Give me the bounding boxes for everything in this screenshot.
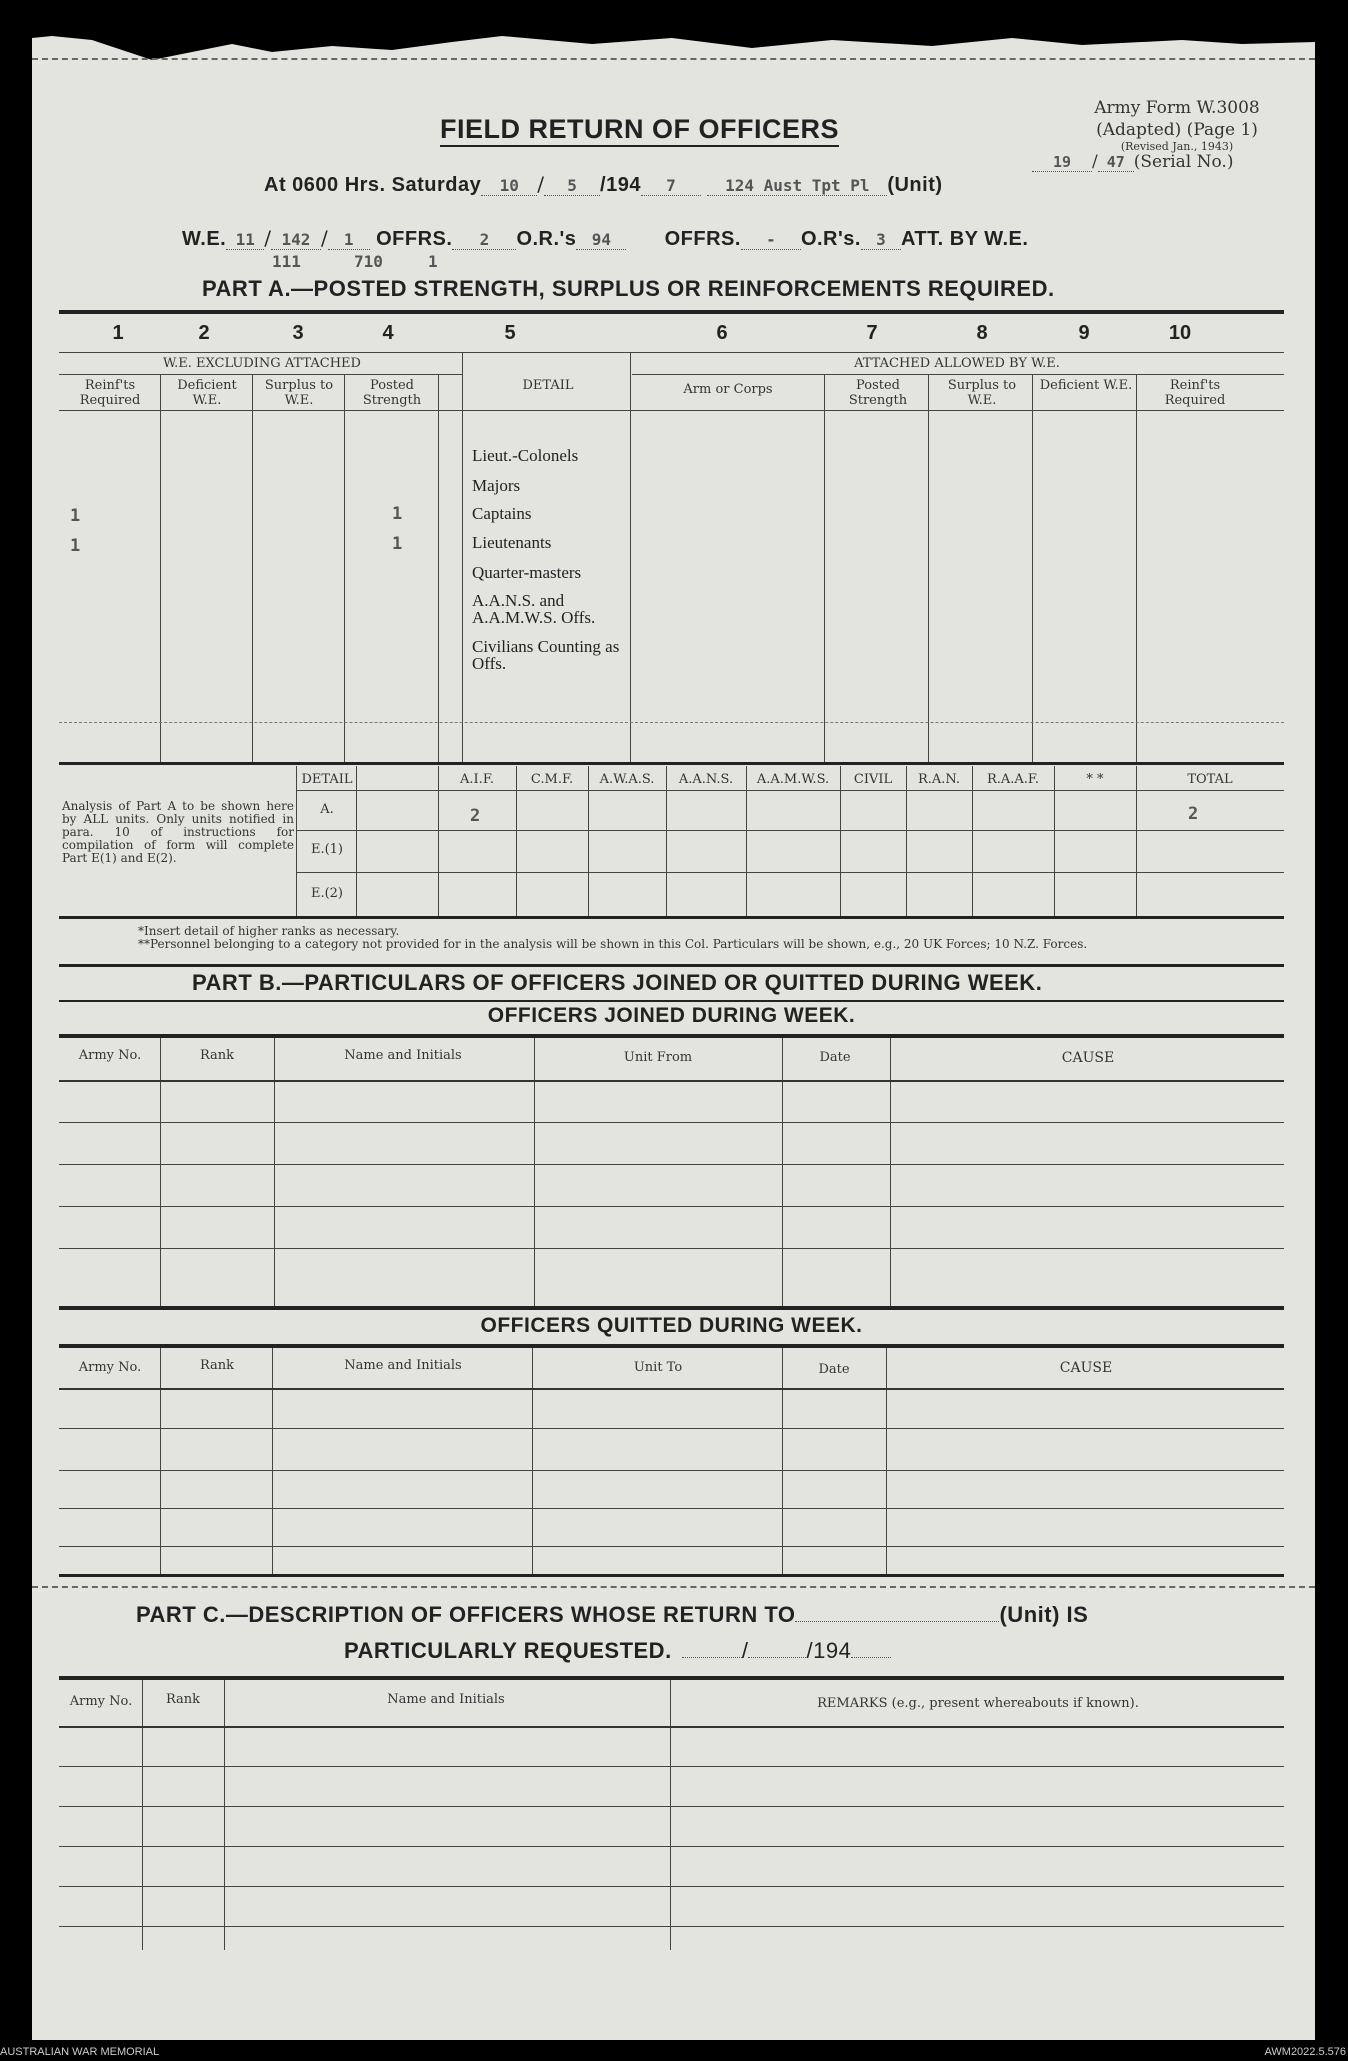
offrs2-fill: - [741, 230, 801, 250]
part-c-title-b: (Unit) IS [999, 1602, 1089, 1627]
col-head-arm: Arm or Corps [683, 382, 773, 397]
va8 [906, 766, 907, 916]
v4 [438, 374, 439, 764]
an-aif-value: 2 [470, 806, 481, 826]
an-col-raaf: R.A.A.F. [986, 772, 1040, 787]
attached-allowed-label: ATTACHED ALLOWED BY W.E. [854, 356, 1060, 371]
quitted-top [59, 1344, 1284, 1348]
qv2 [272, 1348, 273, 1574]
form-sheet [32, 30, 1315, 2040]
j-row-1 [59, 1122, 1284, 1123]
part-a-title: PART A.—POSTED STRENGTH, SURPLUS OR REINFORCEMENTS REQUIRED. [202, 276, 1055, 301]
serial-fill-b: 47 [1098, 153, 1134, 172]
col-num-9: 9 [1078, 322, 1090, 344]
we-sub-a: 111 [272, 252, 301, 271]
perforation-top [32, 58, 1315, 60]
an-col-aans: A.A.N.S. [678, 772, 734, 787]
part-a-bottom [59, 762, 1284, 765]
v9 [1032, 374, 1033, 764]
c-row-5 [59, 1926, 1284, 1927]
jv2 [274, 1038, 275, 1306]
footnote-2: **Personnel belonging to a category not provided for in the analysis will be shown in this Col. Particulars will be shown, e.g., 20 UK Forces; 10 N.Z. Forces. [138, 937, 1088, 951]
q-row-4 [59, 1546, 1284, 1547]
year-fill: 7 [641, 176, 701, 196]
qv1 [160, 1348, 161, 1574]
pc-col-army: Army No. [69, 1694, 133, 1709]
rank-lt-colonels: Lieut.-Colonels [472, 446, 579, 465]
serial-line: 19 / 47 (Serial No.) [1032, 152, 1292, 172]
part-a-rule [59, 310, 1284, 314]
v8 [928, 374, 929, 764]
form-title: FIELD RETURN OF OFFICERS [440, 114, 839, 147]
part-c-top [59, 1676, 1284, 1680]
ors2-fill: 3 [861, 230, 901, 250]
jv1 [160, 1038, 161, 1306]
va1 [356, 766, 357, 916]
rank-captains: Captains [472, 504, 532, 523]
at-line: At 0600 Hrs. Saturday 10 / 5 /194 7 124 Aust Tpt Pl (Unit) [264, 172, 943, 196]
ors2-label: O.R's. [800, 228, 861, 250]
line-b [632, 374, 1284, 375]
qv4 [782, 1348, 783, 1574]
part-b-rule [59, 1000, 1284, 1002]
v7 [824, 374, 825, 764]
credit-left: AUSTRALIAN WAR MEMORIAL [0, 2046, 160, 2058]
credit-right: AWM2022.5.576 [1264, 2046, 1346, 2058]
joined-col-unit: Unit From [623, 1050, 693, 1065]
an-col-total: TOTAL [1187, 772, 1233, 787]
part-a-top-line [59, 352, 1284, 353]
rank-majors: Majors [472, 476, 521, 495]
quitted-col-date: Date [818, 1362, 850, 1377]
ors-label: O.R.'s [516, 228, 577, 250]
col-num-4: 4 [382, 322, 394, 344]
la1 [296, 790, 1284, 791]
line-c [59, 410, 1284, 411]
col-head-surplus: Surplus to W.E. [264, 378, 334, 408]
part-c-day-blank[interactable] [682, 1639, 742, 1658]
va0 [296, 766, 297, 916]
rank-quartermasters: Quarter-masters [472, 563, 582, 582]
part-c-year-blank[interactable] [851, 1639, 891, 1658]
la3 [296, 872, 1284, 873]
an-row-a: A. [320, 802, 334, 817]
col-head-posted-r: Posted Strength [848, 378, 908, 408]
q-row-2 [59, 1470, 1284, 1471]
col-head-surplus-r: Surplus to W.E. [947, 378, 1017, 408]
va9 [972, 766, 973, 916]
cv3 [670, 1680, 671, 1950]
col-head-posted: Posted Strength [362, 378, 422, 408]
captains-posted: 1 [392, 504, 403, 524]
j-row-3 [59, 1206, 1284, 1207]
v2 [252, 374, 253, 764]
v5 [462, 352, 463, 764]
serial-label: (Serial No.) [1133, 152, 1234, 172]
col-head-deficient-r: Deficient W.E. [1039, 378, 1133, 393]
quitted-col-name: Name and Initials [344, 1358, 462, 1373]
jv4 [782, 1038, 783, 1306]
rank-lieutenants: Lieutenants [472, 533, 552, 552]
ors-fill: 94 [576, 230, 626, 250]
pc-col-remarks: REMARKS (e.g., present whereabouts if known). [817, 1696, 1139, 1711]
va2 [438, 766, 439, 916]
col-num-7: 7 [866, 322, 878, 344]
we-label: W.E. [182, 228, 227, 250]
part-c-title-c: PARTICULARLY REQUESTED. [344, 1638, 672, 1663]
footnote-1: *Insert detail of higher ranks as necessary. [138, 924, 400, 938]
part-c-line-1 [136, 1602, 1088, 1628]
form-adapted: (Adapted) (Page 1) [1096, 120, 1258, 140]
quitted-bottom [59, 1574, 1284, 1577]
c-row-2 [59, 1806, 1284, 1807]
joined-title: OFFICERS JOINED DURING WEEK. [487, 1004, 856, 1027]
col-head-reinf: Reinf'ts Required [79, 378, 141, 408]
j-row-2 [59, 1164, 1284, 1165]
part-c-unit-blank[interactable] [795, 1603, 999, 1622]
year-prefix: /194 [600, 174, 641, 196]
unit-fill: 124 Aust Tpt Pl [707, 176, 887, 196]
col-num-3: 3 [292, 322, 304, 344]
col-head-deficient: Deficient W.E. [177, 378, 237, 408]
col-num-6: 6 [716, 322, 728, 344]
day-fill: 10 [481, 176, 537, 196]
an-col-other: * * [1086, 772, 1104, 787]
rank-civilians: Civilians Counting as Offs. [472, 637, 620, 673]
lieutenants-posted: 1 [392, 534, 403, 554]
an-row-e1: E.(1) [310, 842, 344, 857]
part-b-top [59, 964, 1284, 967]
part-b-title: PART B.—PARTICULARS OF OFFICERS JOINED OR QUITTED DURING WEEK. [192, 970, 1043, 995]
c-row-3 [59, 1846, 1284, 1847]
col-num-10: 10 [1168, 322, 1192, 344]
q-row-1 [59, 1428, 1284, 1429]
quitted-col-rank: Rank [199, 1358, 235, 1373]
col-num-1: 1 [112, 322, 124, 344]
v6 [630, 352, 631, 764]
quitted-col-army: Army No. [78, 1360, 142, 1375]
part-c-month-blank[interactable] [748, 1639, 806, 1658]
form-number: Army Form W.3008 [1094, 98, 1260, 118]
an-col-awas: A.W.A.S. [599, 772, 655, 787]
we-excluding-label: W.E. EXCLUDING ATTACHED [163, 356, 361, 371]
an-detail-head: DETAIL [301, 772, 353, 787]
j-row-4 [59, 1248, 1284, 1249]
analysis-bottom [59, 916, 1284, 919]
offrs-label: OFFRS. [376, 228, 453, 250]
line-d [59, 722, 1284, 723]
an-col-ran: R.A.N. [917, 772, 961, 787]
joined-col-army: Army No. [78, 1048, 142, 1063]
va4 [588, 766, 589, 916]
we-line: W.E. 11 / 142 / 1 OFFRS. 2 O.R.'s 94 OFFRS. - O.R's. 3 ATT. BY W.E. [182, 226, 1029, 250]
va5 [666, 766, 667, 916]
line-a [59, 374, 463, 375]
quitted-title: OFFICERS QUITTED DURING WEEK. [480, 1314, 863, 1337]
va11 [1136, 766, 1137, 916]
va10 [1054, 766, 1055, 916]
c-head-line [59, 1726, 1284, 1728]
jv5 [890, 1038, 891, 1306]
lieutenants-reinf: 1 [70, 536, 81, 556]
col-num-8: 8 [976, 322, 988, 344]
q-head-line [59, 1388, 1284, 1390]
va7 [840, 766, 841, 916]
v1 [160, 374, 161, 764]
we-a: 11 [226, 230, 264, 250]
month-fill: 5 [544, 176, 600, 196]
we-c: 1 [328, 230, 370, 250]
col-head-reinf-r: Reinf'ts Required [1164, 378, 1226, 408]
joined-bottom [59, 1306, 1284, 1310]
an-col-civil: CIVIL [853, 772, 893, 787]
col-num-5: 5 [504, 322, 516, 344]
serial-fill-a: 19 [1032, 153, 1092, 172]
joined-top [59, 1034, 1284, 1038]
at-label: At 0600 Hrs. Saturday [264, 174, 482, 196]
joined-col-date: Date [819, 1050, 851, 1065]
va6 [746, 766, 747, 916]
an-total-value: 2 [1188, 804, 1199, 824]
an-col-aamws: A.A.M.W.S. [756, 772, 830, 787]
joined-col-name: Name and Initials [344, 1048, 462, 1063]
col-head-detail: DETAIL [522, 378, 574, 393]
col-num-2: 2 [198, 322, 210, 344]
va3 [516, 766, 517, 916]
cv1 [142, 1680, 143, 1950]
joined-col-cause: CAUSE [1061, 1050, 1115, 1066]
quitted-col-cause: CAUSE [1059, 1360, 1113, 1376]
jv3 [534, 1038, 535, 1306]
c-row-4 [59, 1886, 1284, 1887]
quitted-col-unit: Unit To [633, 1360, 683, 1375]
an-col-aif: A.I.F. [460, 772, 494, 787]
we-b: 142 [271, 230, 321, 250]
unit-label: (Unit) [887, 174, 943, 196]
offrs-fill: 2 [452, 230, 516, 250]
an-col-cmf: C.M.F. [530, 772, 574, 787]
analysis-note: Analysis of Part A to be shown here by ALL units. Only units notified in para. 10 of instructions for compilation of form will complete Part E(1) and E(2). [62, 799, 294, 865]
j-head-line [59, 1080, 1284, 1082]
la2 [296, 830, 1284, 831]
v3 [344, 374, 345, 764]
cv2 [224, 1680, 225, 1950]
we-sub-b: 710 [354, 252, 383, 271]
c-row-1 [59, 1766, 1284, 1767]
v10 [1136, 374, 1137, 764]
rank-aans: A.A.N.S. and A.A.M.W.S. Offs. [472, 591, 596, 627]
offrs2-label: OFFRS. [664, 228, 741, 250]
qv5 [886, 1348, 887, 1574]
part-c-title-a: PART C.—DESCRIPTION OF OFFICERS WHOSE RETURN TO [136, 1602, 796, 1627]
pc-col-name: Name and Initials [387, 1692, 505, 1707]
perforation-middle [32, 1586, 1315, 1588]
q-row-3 [59, 1508, 1284, 1509]
captains-reinf: 1 [70, 506, 81, 526]
att-label: ATT. BY W.E. [900, 228, 1029, 250]
torn-edge [32, 30, 1315, 60]
an-row-e2: E.(2) [310, 886, 344, 901]
qv3 [532, 1348, 533, 1574]
part-c-line-2: PARTICULARLY REQUESTED. / /194 [344, 1638, 891, 1664]
form-revised: (Revised Jan., 1943) [1120, 140, 1234, 153]
joined-col-rank: Rank [199, 1048, 235, 1063]
pc-col-rank: Rank [165, 1692, 201, 1707]
part-c-year-prefix: /194 [806, 1638, 852, 1663]
we-sub-c: 1 [428, 252, 438, 271]
